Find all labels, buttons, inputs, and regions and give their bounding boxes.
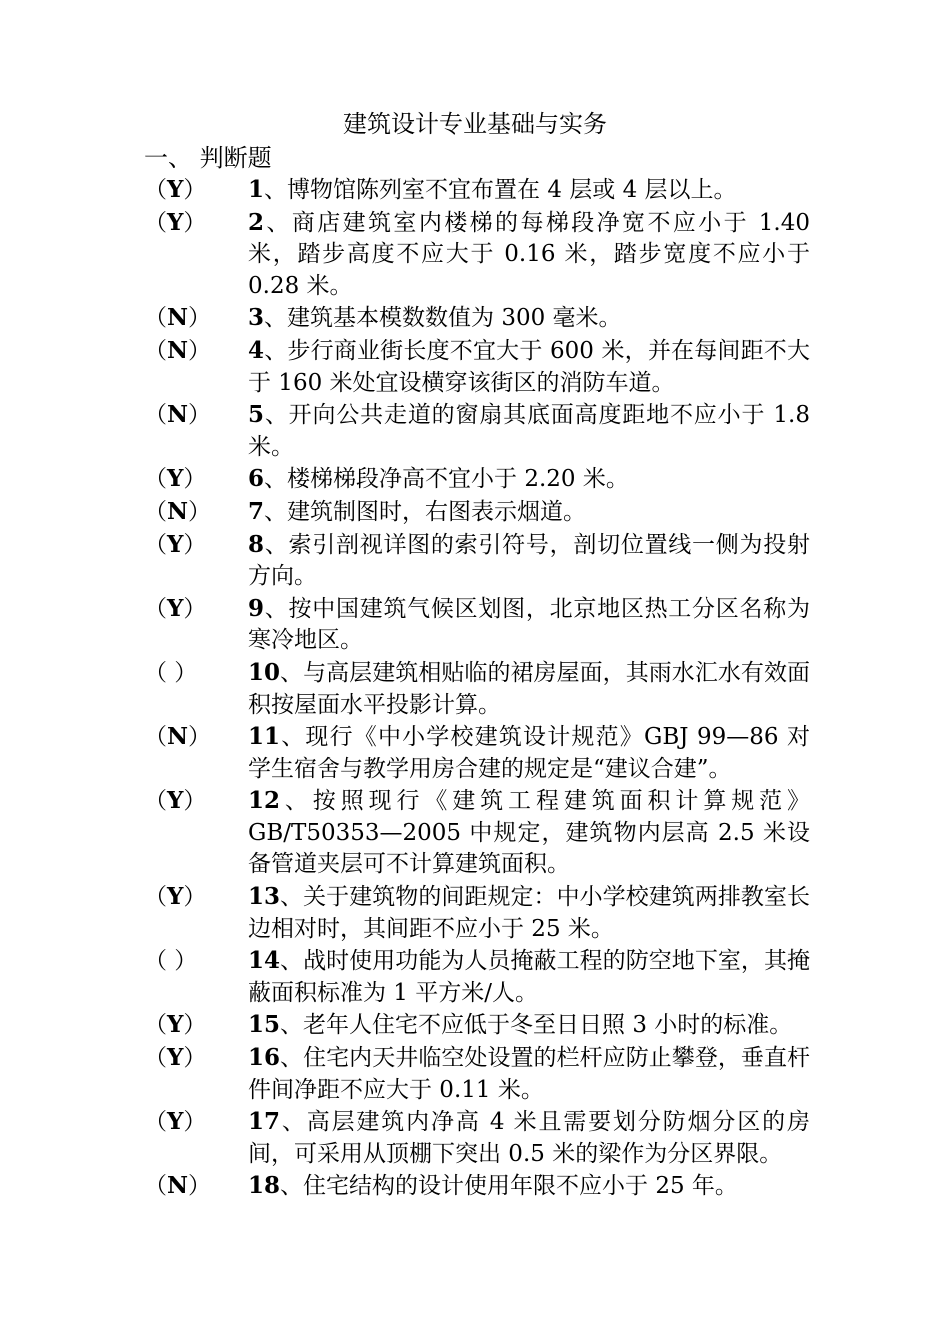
question-text: 、按中国建筑气候区划图，北京地区热工分区名称为寒冷地区。 (248, 595, 810, 654)
answer-box: （Y） (144, 787, 207, 815)
question-text: 、战时使用功能为人员掩蔽工程的防空地下室，其掩蔽面积标准为 1 平方米/人。 (248, 948, 810, 1006)
question-number: 5 (248, 401, 265, 429)
question-text: 、建筑制图时，右图表示烟道。 (264, 498, 587, 525)
question-number: 9 (248, 594, 265, 622)
question-number: 15 (248, 1011, 281, 1039)
question-text: 、楼梯梯段净高不宜小于 2.20 米。 (264, 466, 629, 493)
question-item (144, 881, 810, 945)
answer-box: （Y） (144, 1108, 207, 1136)
answer-box: （Y） (144, 530, 207, 558)
question-item (144, 496, 810, 529)
question-item (144, 945, 810, 1009)
question-number: 2 (248, 208, 265, 236)
question-number: 3 (248, 304, 265, 332)
answer-box: （N） (144, 304, 212, 332)
answer-box: （Y） (144, 208, 207, 236)
question-item (144, 335, 810, 399)
answer-mark: Y (167, 1011, 184, 1039)
question-number: 12 (248, 787, 281, 815)
answer-mark: Y (167, 787, 184, 815)
question-number: 18 (248, 1172, 281, 1200)
answer-box: （N） (144, 723, 212, 751)
question-text: 、高层建筑内净高 4 米且需要划分防烟分区的房间，可采用从顶棚下突出 0.5 米的梁作为分区界限。 (248, 1109, 810, 1167)
question-text: 、开向公共走道的窗扇其底面高度距地不应小于 1.8 米。 (248, 402, 810, 460)
question-number: 14 (248, 947, 281, 975)
answer-box: （N） (144, 336, 212, 364)
question-number: 17 (248, 1108, 281, 1136)
answer-mark: N (167, 336, 189, 364)
answer-box: （Y） (144, 1011, 207, 1039)
question-item (144, 1042, 810, 1106)
question-text: 、索引剖视详图的索引符号，剖切位置线一侧为投射方向。 (248, 531, 810, 590)
question-text: 、住宅结构的设计使用年限不应小于 25 年。 (280, 1173, 738, 1200)
question-text: 、按照现行《建筑工程建筑面积计算规范》GB/T50353—2005 中规定，建筑物内层高 2.5 米设备管道夹层可不计算建筑面积。 (248, 788, 810, 878)
answer-box: （Y） (144, 176, 207, 203)
question-text: 、关于建筑物的间距规定：中小学校建筑两排教室长边相对时，其间距不应小于 25 米。 (248, 884, 810, 942)
answer-mark: Y (167, 883, 184, 911)
question-item (144, 207, 810, 303)
answer-mark: Y (167, 530, 184, 558)
question-item (144, 1170, 810, 1203)
question-item (144, 463, 810, 496)
answer-box: （N） (144, 1172, 212, 1200)
question-item (144, 1009, 810, 1042)
question-number: 6 (248, 465, 265, 493)
question-text: 、住宅内天井临空处设置的栏杆应防止攀登，垂直杆件间净距不应大于 0.11 米。 (248, 1045, 810, 1103)
section-heading: 一、 判断题 (144, 144, 272, 172)
answer-box: （Y） (144, 883, 207, 911)
question-item (144, 657, 810, 721)
question-item (144, 529, 810, 593)
question-text: 、与高层建筑相贴临的裙房屋面，其雨水汇水有效面积按屋面水平投影计算。 (248, 659, 810, 718)
answer-mark: Y (167, 465, 184, 493)
answer-mark: Y (167, 1108, 184, 1136)
answer-mark: Y (167, 176, 184, 203)
question-item (144, 593, 810, 657)
answer-mark: Y (167, 208, 184, 236)
answer-box: （N） (144, 497, 212, 525)
answer-mark: N (167, 723, 189, 751)
question-number: 7 (248, 497, 265, 525)
question-item (144, 785, 810, 881)
answer-mark: N (167, 304, 189, 332)
answer-box: （Y） (144, 465, 207, 493)
document-title: 建筑设计专业基础与实务 (343, 110, 607, 138)
answer-mark: N (167, 401, 189, 429)
question-item (144, 302, 810, 335)
question-number: 10 (248, 658, 281, 686)
question-number: 16 (248, 1044, 281, 1072)
question-number: 8 (248, 530, 265, 558)
question-list (144, 174, 810, 1203)
answer-mark: Y (167, 1044, 184, 1072)
answer-mark: N (167, 497, 189, 525)
answer-box: （Y） (144, 1044, 207, 1072)
question-item (144, 1106, 810, 1170)
answer-box: （N） (144, 401, 212, 429)
answer-box: （Y） (144, 594, 207, 622)
answer-box: （ ） (144, 659, 198, 686)
question-text: 、现行《中小学校建筑设计规范》GBJ 99—86 对学生宿舍与教学用房合建的规定是“建议合建”。 (248, 724, 810, 782)
question-item (144, 399, 810, 463)
answer-mark: N (167, 1172, 189, 1200)
question-number: 1 (248, 176, 265, 203)
question-item (144, 721, 810, 785)
question-text: 、建筑基本模数数值为 300 毫米。 (264, 305, 622, 332)
question-number: 13 (248, 883, 281, 911)
question-number: 11 (248, 723, 281, 751)
question-text: 、老年人住宅不应低于冬至日日照 3 小时的标准。 (280, 1012, 793, 1039)
question-text: 、步行商业街长度不宜大于 600 米，并在每间距不大于 160 米处宜设横穿该街区的消防车道。 (248, 337, 810, 396)
question-number: 4 (248, 336, 265, 364)
answer-mark: Y (167, 594, 184, 622)
question-text: 、博物馆陈列室不宜布置在 4 层或 4 层以上。 (264, 177, 737, 203)
question-item (144, 174, 810, 207)
question-text: 、商店建筑室内楼梯的每梯段净宽不应小于 1.40 米，踏步高度不应大于 0.16 米，踏步宽度不应小于 0.28 米。 (248, 209, 810, 299)
answer-box: （ ） (144, 948, 198, 975)
